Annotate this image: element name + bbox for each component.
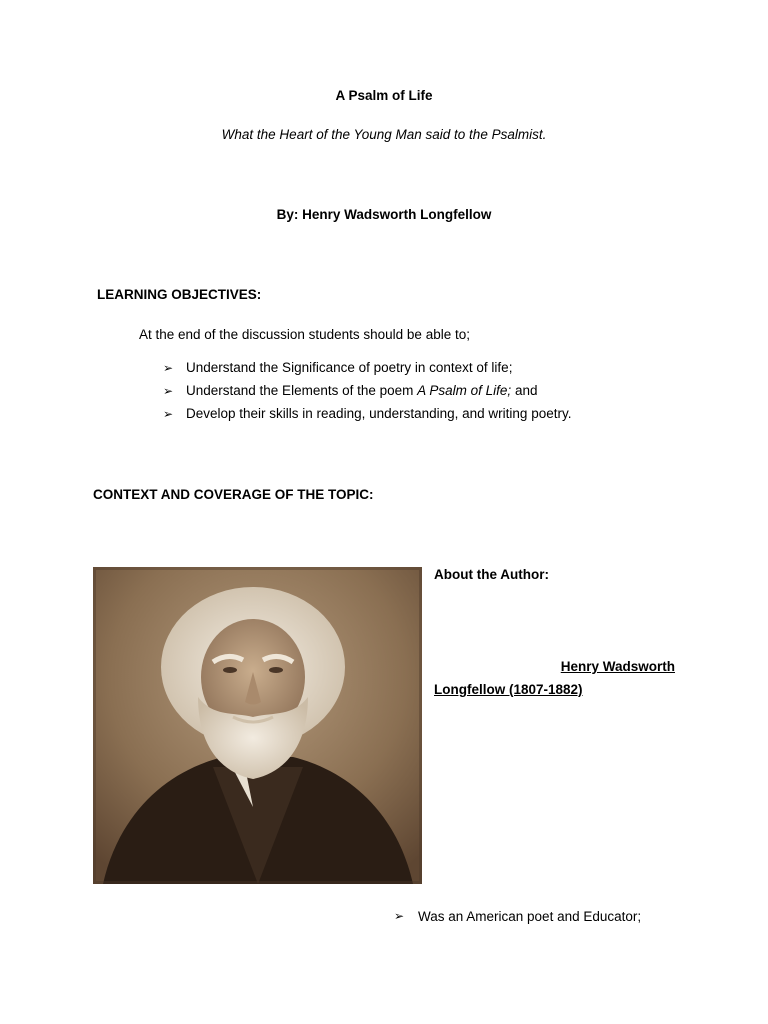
poem-title-italic: A Psalm of Life; <box>417 383 512 398</box>
list-item-text-tail: and <box>511 383 538 398</box>
list-item-text: Develop their skills in reading, understanding, and writing poetry. <box>186 406 572 421</box>
author-byline: By: Henry Wadsworth Longfellow <box>276 207 492 222</box>
author-fact-item <box>394 909 641 924</box>
document-subtitle: What the Heart of the Young Man said to the Psalmist. <box>221 127 547 142</box>
list-item <box>163 383 571 406</box>
author-name-line: Henry Wadsworth <box>560 659 675 674</box>
document-title: A Psalm of Life <box>335 88 433 103</box>
learning-objectives-intro: At the end of the discussion students should be able to; <box>139 327 470 342</box>
list-item-text-main: Understand the Elements of the poem <box>186 383 418 398</box>
author-portrait-image <box>93 567 422 884</box>
list-item-text <box>186 383 537 399</box>
learning-objectives-heading: LEARNING OBJECTIVES: <box>97 287 262 302</box>
learning-objectives-list <box>163 360 571 429</box>
list-item <box>163 406 571 429</box>
list-item-text: Understand the Significance of poetry in context of life; <box>186 360 513 375</box>
list-item <box>163 360 571 383</box>
arrowhead-bullet-icon: ➢ <box>163 407 174 421</box>
arrowhead-bullet-icon: ➢ <box>163 384 174 398</box>
author-lifespan-line: Longfellow (1807-1882) <box>434 682 583 697</box>
author-fact-text: Was an American poet and Educator; <box>418 909 642 924</box>
about-author-heading: About the Author: <box>434 567 549 582</box>
arrowhead-bullet-icon: ➢ <box>394 909 405 923</box>
context-heading: CONTEXT AND COVERAGE OF THE TOPIC: <box>93 487 374 502</box>
arrowhead-bullet-icon: ➢ <box>163 361 174 375</box>
author-name-heading <box>434 655 675 701</box>
